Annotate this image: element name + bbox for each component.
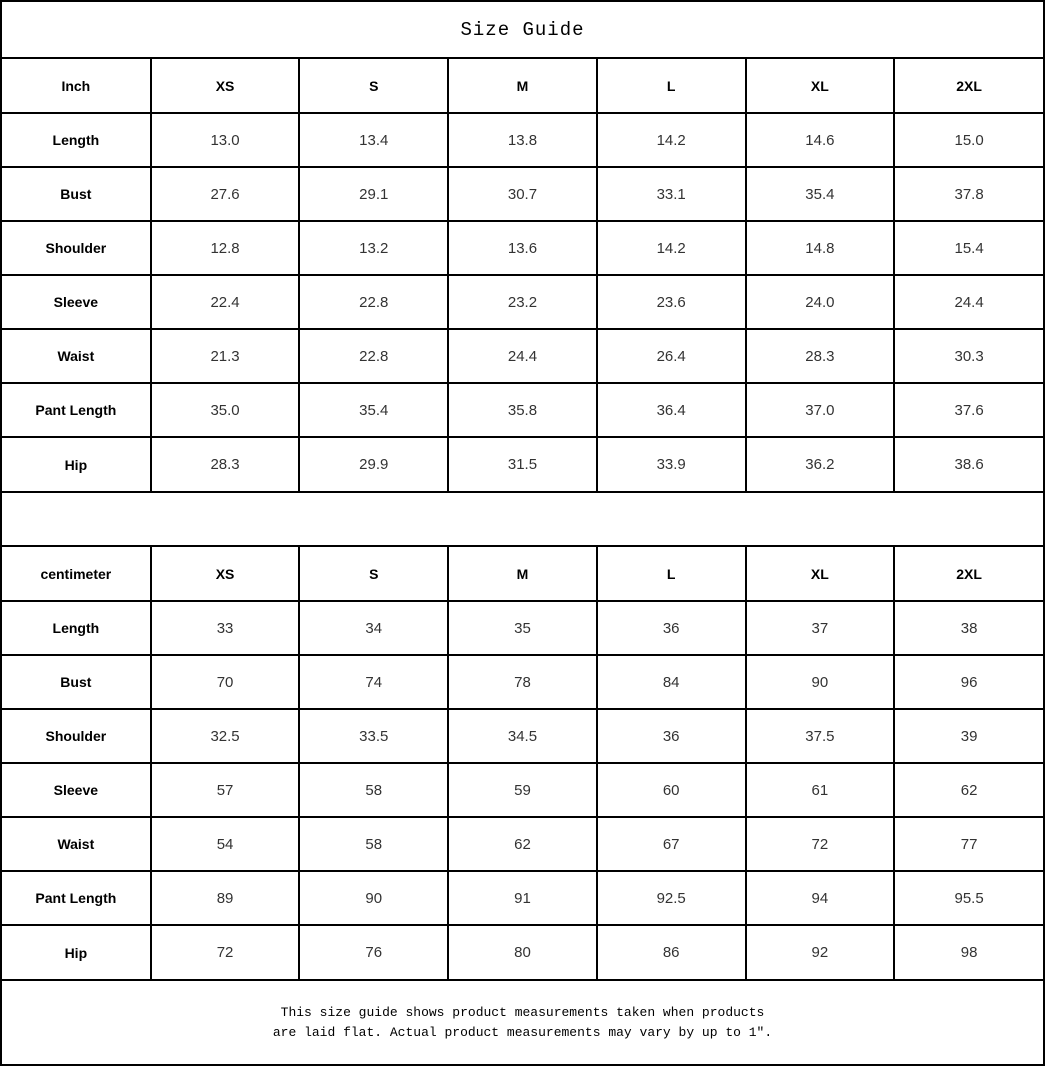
- value-cell: 57: [151, 763, 300, 817]
- value-cell: 36: [597, 709, 746, 763]
- value-cell: 12.8: [151, 221, 300, 275]
- value-cell: 86: [597, 925, 746, 979]
- row-label-cell: Bust: [2, 655, 151, 709]
- size-header-cell: M: [448, 59, 597, 113]
- value-cell: 27.6: [151, 167, 300, 221]
- table-row: [2, 275, 1043, 329]
- table-row: [2, 383, 1043, 437]
- value-cell: 58: [299, 763, 448, 817]
- size-header-cell: M: [448, 547, 597, 601]
- value-cell: 30.3: [894, 329, 1043, 383]
- row-label-cell: Hip: [2, 925, 151, 979]
- value-cell: 32.5: [151, 709, 300, 763]
- row-label-cell: Waist: [2, 817, 151, 871]
- value-cell: 36.2: [746, 437, 895, 491]
- table-row: [2, 437, 1043, 491]
- value-cell: 38: [894, 601, 1043, 655]
- centimeter-size-table: [2, 547, 1043, 979]
- unit-header-cell: Inch: [2, 59, 151, 113]
- value-cell: 13.2: [299, 221, 448, 275]
- value-cell: 92: [746, 925, 895, 979]
- value-cell: 22.4: [151, 275, 300, 329]
- table-row: [2, 221, 1043, 275]
- value-cell: 21.3: [151, 329, 300, 383]
- value-cell: 33: [151, 601, 300, 655]
- size-note-line-2: are laid flat. Actual product measurements may vary by up to 1″.: [272, 1025, 773, 1040]
- size-note-line-1: This size guide shows product measurements taken when products: [280, 1005, 765, 1020]
- value-cell: 92.5: [597, 871, 746, 925]
- row-label-cell: Length: [2, 113, 151, 167]
- table-row: [2, 655, 1043, 709]
- value-cell: 33.1: [597, 167, 746, 221]
- header-row: [2, 547, 1043, 601]
- value-cell: 23.6: [597, 275, 746, 329]
- table-row: [2, 763, 1043, 817]
- row-label-cell: Sleeve: [2, 763, 151, 817]
- value-cell: 80: [448, 925, 597, 979]
- value-cell: 98: [894, 925, 1043, 979]
- value-cell: 37.0: [746, 383, 895, 437]
- value-cell: 13.4: [299, 113, 448, 167]
- value-cell: 29.1: [299, 167, 448, 221]
- value-cell: 37.6: [894, 383, 1043, 437]
- value-cell: 58: [299, 817, 448, 871]
- value-cell: 91: [448, 871, 597, 925]
- row-label-cell: Length: [2, 601, 151, 655]
- value-cell: 15.0: [894, 113, 1043, 167]
- value-cell: 14.2: [597, 221, 746, 275]
- value-cell: 30.7: [448, 167, 597, 221]
- value-cell: 74: [299, 655, 448, 709]
- inch-size-table: [2, 59, 1043, 491]
- value-cell: 70: [151, 655, 300, 709]
- value-cell: 37.8: [894, 167, 1043, 221]
- row-label-cell: Hip: [2, 437, 151, 491]
- value-cell: 24.4: [894, 275, 1043, 329]
- value-cell: 35.0: [151, 383, 300, 437]
- table-row: [2, 925, 1043, 979]
- value-cell: 33.5: [299, 709, 448, 763]
- value-cell: 77: [894, 817, 1043, 871]
- value-cell: 14.8: [746, 221, 895, 275]
- value-cell: 78: [448, 655, 597, 709]
- row-label-cell: Bust: [2, 167, 151, 221]
- row-label-cell: Pant Length: [2, 383, 151, 437]
- size-header-cell: 2XL: [894, 59, 1043, 113]
- value-cell: 24.0: [746, 275, 895, 329]
- value-cell: 35: [448, 601, 597, 655]
- row-label-cell: Shoulder: [2, 709, 151, 763]
- value-cell: 61: [746, 763, 895, 817]
- row-label-cell: Shoulder: [2, 221, 151, 275]
- value-cell: 14.6: [746, 113, 895, 167]
- table-row: [2, 709, 1043, 763]
- row-label-cell: Pant Length: [2, 871, 151, 925]
- size-header-cell: L: [597, 59, 746, 113]
- value-cell: 37: [746, 601, 895, 655]
- size-header-cell: XS: [151, 547, 300, 601]
- value-cell: 94: [746, 871, 895, 925]
- value-cell: 72: [746, 817, 895, 871]
- size-guide-title: Size Guide: [460, 18, 585, 41]
- value-cell: 90: [746, 655, 895, 709]
- header-row: [2, 59, 1043, 113]
- value-cell: 28.3: [151, 437, 300, 491]
- value-cell: 89: [151, 871, 300, 925]
- size-header-cell: S: [299, 547, 448, 601]
- value-cell: 24.4: [448, 329, 597, 383]
- value-cell: 54: [151, 817, 300, 871]
- size-header-cell: XL: [746, 59, 895, 113]
- value-cell: 29.9: [299, 437, 448, 491]
- size-header-cell: XS: [151, 59, 300, 113]
- value-cell: 62: [448, 817, 597, 871]
- value-cell: 35.8: [448, 383, 597, 437]
- value-cell: 34.5: [448, 709, 597, 763]
- value-cell: 39: [894, 709, 1043, 763]
- value-cell: 67: [597, 817, 746, 871]
- table-row: [2, 601, 1043, 655]
- size-header-cell: 2XL: [894, 547, 1043, 601]
- size-header-cell: S: [299, 59, 448, 113]
- value-cell: 28.3: [746, 329, 895, 383]
- value-cell: 96: [894, 655, 1043, 709]
- value-cell: 95.5: [894, 871, 1043, 925]
- value-cell: 72: [151, 925, 300, 979]
- unit-header-cell: centimeter: [2, 547, 151, 601]
- size-note: [2, 979, 1043, 1064]
- size-header-cell: L: [597, 547, 746, 601]
- value-cell: 36.4: [597, 383, 746, 437]
- row-label-cell: Waist: [2, 329, 151, 383]
- value-cell: 84: [597, 655, 746, 709]
- value-cell: 14.2: [597, 113, 746, 167]
- value-cell: 13.6: [448, 221, 597, 275]
- value-cell: 60: [597, 763, 746, 817]
- table-row: [2, 113, 1043, 167]
- value-cell: 33.9: [597, 437, 746, 491]
- value-cell: 23.2: [448, 275, 597, 329]
- value-cell: 36: [597, 601, 746, 655]
- table-row: [2, 329, 1043, 383]
- value-cell: 62: [894, 763, 1043, 817]
- table-row: [2, 871, 1043, 925]
- value-cell: 15.4: [894, 221, 1043, 275]
- row-label-cell: Sleeve: [2, 275, 151, 329]
- value-cell: 37.5: [746, 709, 895, 763]
- value-cell: 31.5: [448, 437, 597, 491]
- size-header-cell: XL: [746, 547, 895, 601]
- value-cell: 34: [299, 601, 448, 655]
- value-cell: 35.4: [746, 167, 895, 221]
- table-spacer: [2, 491, 1043, 547]
- value-cell: 59: [448, 763, 597, 817]
- value-cell: 26.4: [597, 329, 746, 383]
- value-cell: 76: [299, 925, 448, 979]
- table-row: [2, 167, 1043, 221]
- value-cell: 13.8: [448, 113, 597, 167]
- value-cell: 38.6: [894, 437, 1043, 491]
- value-cell: 22.8: [299, 275, 448, 329]
- size-guide-title-row: [2, 2, 1043, 59]
- value-cell: 22.8: [299, 329, 448, 383]
- table-row: [2, 817, 1043, 871]
- value-cell: 35.4: [299, 383, 448, 437]
- value-cell: 13.0: [151, 113, 300, 167]
- value-cell: 90: [299, 871, 448, 925]
